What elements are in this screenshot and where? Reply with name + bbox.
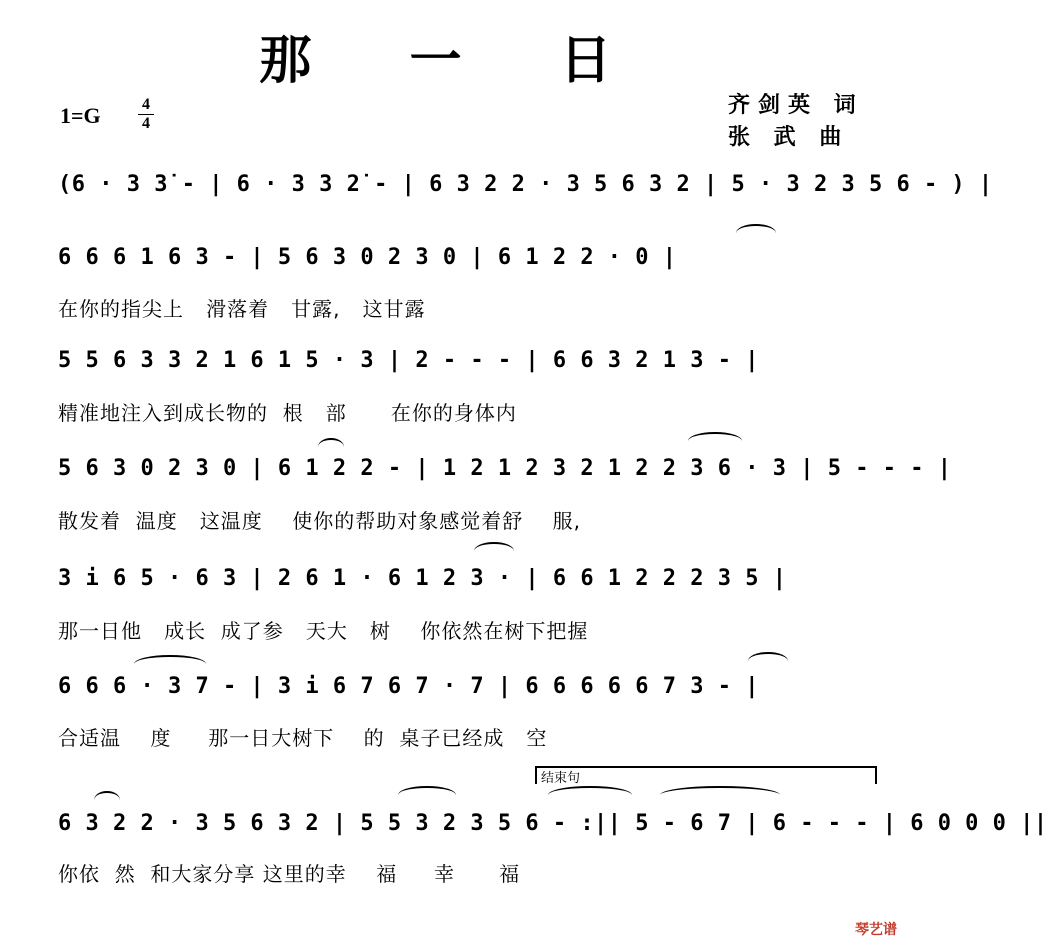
composer-credit: 张 武 曲 — [728, 125, 850, 150]
ending-bracket — [535, 766, 877, 784]
ending-label: 结束句 — [541, 771, 581, 786]
slur-mark — [660, 786, 780, 804]
slur-mark — [94, 791, 120, 809]
lyric-line-4: 那一日他 成长 成了参 天大 树 你依然在树下把握 — [58, 619, 589, 643]
notation-line-2: 5 5 6 3 3 2 1 6 1 5 · 3 | 2 - - - | 6 6 3 2 1 3 - | — [58, 348, 760, 373]
lyricist-credit: 齐剑英 词 — [728, 93, 864, 118]
slur-mark — [474, 542, 514, 560]
lyric-line-6: 你依 然 和大家分享 这里的幸 福 幸 福 — [58, 862, 521, 886]
slur-mark — [688, 432, 742, 450]
lyric-line-1: 在你的指尖上 滑落着 甘露, 这甘露 — [58, 297, 426, 321]
notation-line-4: 3 i 6 5 · 6 3 | 2 6 1 · 6 1 2 3 · | 6 6 1 2 2 2 3 5 | — [58, 566, 787, 591]
lyric-line-2: 精准地注入到成长物的 根 部 在你的身体内 — [58, 401, 517, 425]
lyric-line-5: 合适温 度 那一日大树下 的 桌子已经成 空 — [58, 726, 548, 750]
notation-line-1: 6 6 6 1 6 3 - | 5 6 3 0 2 3 0 | 6 1 2 2 · 0 | — [58, 245, 677, 270]
notation-line-3: 5 6 3 0 2 3 0 | 6 1 2 2 - | 1 2 1 2 3 2 1 2 2 3 6 · 3 | 5 - - - | — [58, 456, 952, 481]
notation-line-intro: (6 · 3 3̇ - | 6 · 3 3 2̇ - | 6 3 2 2 · 3 5 6 3 2 | 5 · 3 2 3 5 6 - ) | — [58, 172, 993, 197]
slur-mark — [748, 652, 788, 670]
time-signature — [138, 96, 154, 133]
slur-mark — [548, 786, 632, 804]
notation-line-6: 6 3 2 2 · 3 5 6 3 2 | 5 5 3 2 3 5 6 - :|| 5 - 6 7 | 6 - - - | 6 0 0 0 || — [58, 811, 1048, 836]
watermark-logo: 琴艺谱 — [855, 922, 897, 938]
time-signature-bottom: 4 — [138, 114, 154, 133]
slur-mark — [134, 655, 206, 673]
slur-mark — [318, 438, 344, 456]
slur-mark — [736, 224, 776, 242]
lyric-line-3: 散发着 温度 这温度 使你的帮助对象感觉着舒 服, — [58, 509, 582, 533]
key-signature: 1=G — [60, 103, 101, 128]
song-title: 那 一 日 — [259, 31, 652, 91]
notation-line-5: 6 6 6 · 3 7 - | 3 i 6 7 6 7 · 7 | 6 6 6 6 6 7 3 - | — [58, 674, 760, 699]
time-signature-top: 4 — [142, 96, 150, 113]
slur-mark — [398, 786, 456, 804]
